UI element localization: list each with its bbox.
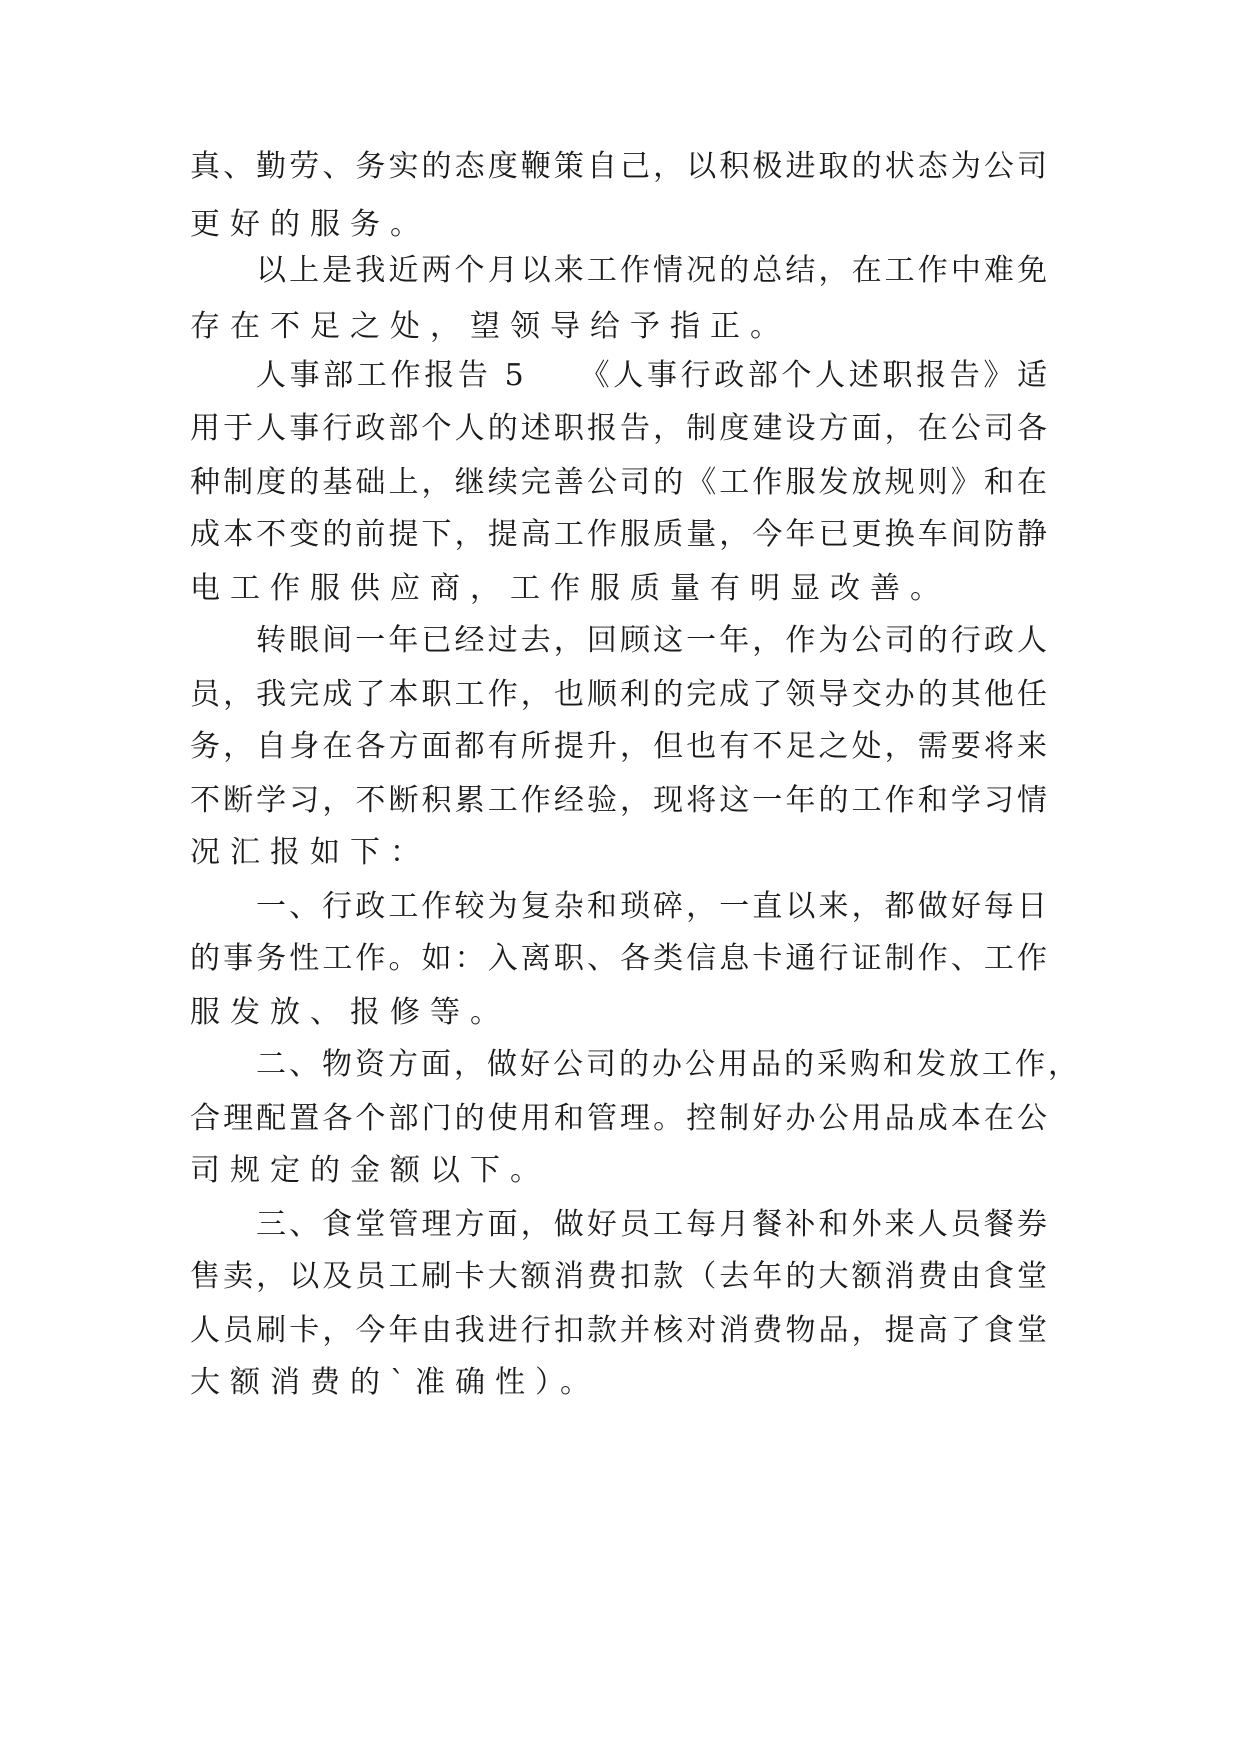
text-line-content: 况汇报如下： [190, 835, 430, 870]
text-line [0, 610, 1241, 672]
text-line-content: 员，我完成了本职工作，也顺利的完成了领导交办的其他任 [190, 677, 1050, 712]
text-line-content: 的事务性工作。如：入离职、各类信息卡通行证制作、工作 [190, 941, 1050, 976]
text-line-content: 一、行政工作较为复杂和琐碎，一直以来，都做好每日 [256, 889, 1050, 924]
text-line-content: 电工作服供应商，工作服质量有明显改善。 [190, 571, 950, 606]
text-line [0, 240, 1241, 302]
text-line-content: 合理配置各个部门的使用和管理。控制好办公用品成本在公 [190, 1101, 1050, 1136]
text-line [0, 1140, 1241, 1202]
text-line-content: 人员刷卡，今年由我进行扣款并核对消费物品，提高了食堂 [190, 1313, 1050, 1348]
text-line [0, 822, 1241, 884]
text-line-content: 三、食堂管理方面，做好员工每月餐补和外来人员餐券 [256, 1207, 1050, 1242]
text-line-content: 真、勤劳、务实的态度鞭策自己，以积极进取的状态为公司 [190, 149, 1050, 184]
text-line-content: 司规定的金额以下。 [190, 1153, 550, 1188]
text-line-content: 转眼间一年已经过去，回顾这一年，作为公司的行政人 [256, 623, 1050, 658]
text-line-content: 二、物资方面，做好公司的办公用品的采购和发放工作， [256, 1047, 1081, 1082]
text-line [0, 928, 1241, 990]
text-line [0, 136, 1241, 198]
text-line-content: 售卖，以及员工刷卡大额消费扣款（去年的大额消费由食堂 [190, 1259, 1050, 1294]
text-line [0, 1352, 1241, 1414]
text-line [0, 1246, 1241, 1308]
text-line-content: 大额消费的`准确性）。 [190, 1365, 600, 1400]
text-line-content: 务，自身在各方面都有所提升，但也有不足之处，需要将来 [190, 729, 1050, 764]
text-line [0, 504, 1241, 566]
text-line-content: 不断学习，不断积累工作经验，现将这一年的工作和学习情 [190, 783, 1050, 818]
text-line [0, 398, 1241, 460]
text-line-content: 人事部工作报告 5 《人事行政部个人述职报告》适 [256, 358, 1050, 393]
text-line-content: 种制度的基础上，继续完善公司的《工作服发放规则》和在 [190, 465, 1050, 500]
text-line [0, 1034, 1241, 1096]
text-line-content: 存在不足之处，望领导给予指正。 [190, 309, 790, 344]
text-line-content: 以上是我近两个月以来工作情况的总结，在工作中难免 [256, 253, 1050, 288]
text-line [0, 716, 1241, 778]
text-line-content: 服发放、报修等。 [190, 995, 510, 1030]
text-line-content: 用于人事行政部个人的述职报告，制度建设方面，在公司各 [190, 411, 1050, 446]
text-line-content: 更好的服务。 [190, 207, 430, 242]
text-line-content: 成本不变的前提下，提高工作服质量，今年已更换车间防静 [190, 517, 1050, 552]
